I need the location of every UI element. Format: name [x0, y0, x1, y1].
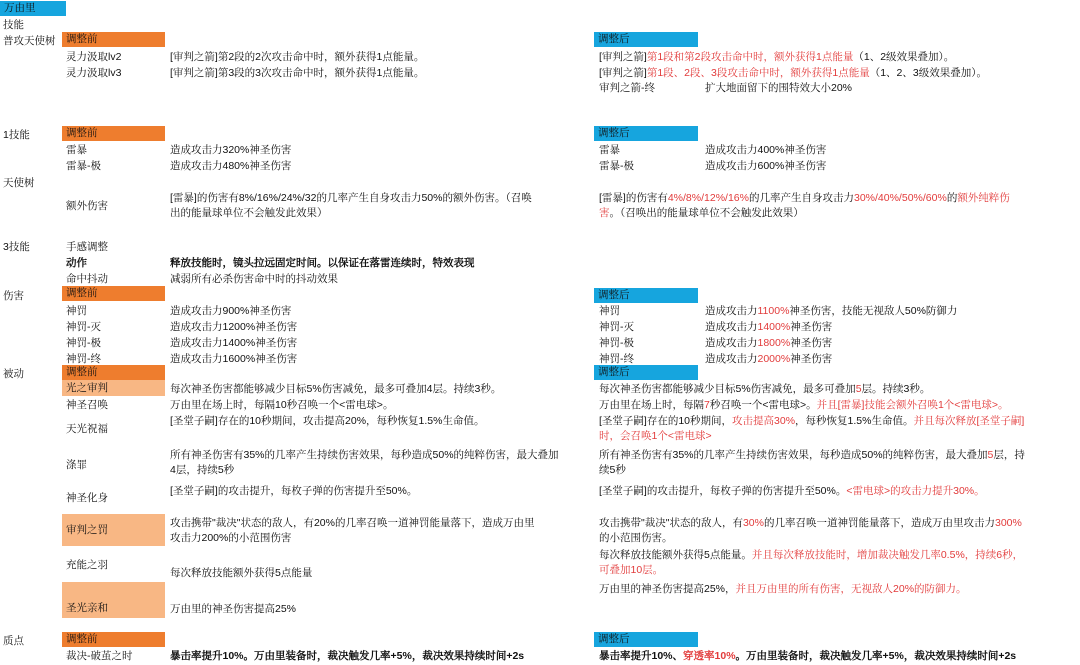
s4-r7-before: 每次释放技能额外获得5点能量	[170, 567, 313, 579]
s3-row2-after-name: 神罚-灭	[599, 321, 634, 333]
s4-r4-before: 所有神圣伤害有35%的几率产生持续伤害效果，每秒造成50%的纯粹伤害，最大叠加4层，持续5秒	[170, 449, 559, 476]
s3-shake: 命中抖动	[66, 273, 108, 285]
s3-row1-before: 造成攻击力900%神圣伤害	[170, 305, 292, 317]
s3-title: 3技能	[3, 241, 30, 253]
s4-r2-name: 神圣召唤	[66, 399, 108, 411]
s4-r1-before: 每次神圣伤害都能够减少目标5%伤害减免，最多可叠加4层。持续3秒。	[170, 383, 502, 395]
s3-row3-after-name: 神罚-极	[599, 337, 634, 349]
s4-r4-name: 涤罪	[66, 459, 87, 471]
s1-before-header: 调整前	[62, 32, 165, 47]
s4-r3-before: [圣堂子嗣]存在的10秒期间，攻击提高20%，每秒恢复1.5%生命值。	[170, 415, 485, 427]
s3-dmg-title: 伤害	[3, 290, 24, 302]
s1-extra-name: 审判之箭-终	[599, 82, 655, 94]
s3-shake-desc: 减弱所有必杀伤害命中时的抖动效果	[170, 273, 338, 285]
s4-r3-after: [圣堂子嗣]存在的10秒期间，攻击提高30%，每秒恢复1.5%生命值。并且每次释放[圣堂子嗣]时，会召唤1个<雷电球>	[599, 415, 1025, 442]
s2-tree-title: 天使树	[3, 177, 35, 189]
s2-row1-name: 雷暴	[66, 144, 87, 156]
s4-r8-before: 万由里的神圣伤害提高25%	[170, 603, 297, 615]
s4-r6-after: 攻击携带"裁决"状态的敌人，有30%的几率召唤一道神罚能量落下，造成万由里攻击力300%的小范围伤害。	[599, 517, 1022, 544]
s2-row1-after: 造成攻击力400%神圣伤害	[705, 144, 827, 156]
s3-row1-after: 造成攻击力1100%神圣伤害，技能无视敌人50%防御力	[705, 305, 958, 317]
s4-r5-after: [圣堂子嗣]的攻击提升，每枚子弹的伤害提升至50%。<雷电球>的攻击力提升30%。	[599, 485, 985, 497]
s3-row4-name: 神罚-终	[66, 353, 101, 365]
s4-r4-after: 所有神圣伤害有35%的几率产生持续伤害效果，每秒造成50%的纯粹伤害，最大叠加5层，持续5秒	[599, 449, 1025, 476]
s4-r2-before: 万由里在场上时，每隔10秒召唤一个<雷电球>。	[170, 399, 394, 411]
s3-row1-after-name: 神罚	[599, 305, 620, 317]
s3-row2-after: 造成攻击力1400%神圣伤害	[705, 321, 833, 333]
s5-name: 裁决-破茧之时	[66, 650, 133, 662]
s4-r6-name: 审判之罚	[62, 514, 165, 546]
s1-row2-after: [审判之箭]第1段、2段、3段攻击命中时，额外获得1点能量（1、2、3级效果叠加）。	[599, 67, 987, 79]
s4-r1-after: 每次神圣伤害都能够减少目标5%伤害减免，最多可叠加5层。持续3秒。	[599, 383, 931, 395]
s1-title: 普攻天使树	[3, 35, 56, 47]
s3-row3-name: 神罚-极	[66, 337, 101, 349]
s2-row1-before: 造成攻击力320%神圣伤害	[170, 144, 292, 156]
s5-before: 暴击率提升10%。万由里装备时，裁决触发几率+5%，裁决效果持续时间+2s	[170, 650, 525, 662]
s4-r8-after: 万由里的神圣伤害提高25%，并且万由里的所有伤害，无视敌人20%的防御力。	[599, 583, 967, 595]
s3-row2-name: 神罚-灭	[66, 321, 101, 333]
s5-after-header: 调整后	[594, 632, 698, 647]
s3-before-header: 调整前	[62, 286, 165, 301]
s1-row1-after: [审判之箭]第1段和第2段攻击命中时，额外获得1点能量（1、2级效果叠加）。	[599, 51, 955, 63]
s1-row1-name: 灵力汲取lv2	[66, 51, 122, 63]
s2-after-header: 调整后	[594, 126, 698, 141]
s2-row1-after-name: 雷暴	[599, 144, 620, 156]
section-skill: 技能	[3, 19, 24, 31]
s4-after-header: 调整后	[594, 365, 698, 380]
s4-r7-after: 每次释放技能额外获得5点能量。并且每次释放技能时，增加裁决触发几率0.5%，持续6秒，可叠加10层。	[599, 549, 1024, 576]
s4-r3-name: 天光祝福	[66, 423, 108, 435]
s3-action: 动作	[66, 257, 87, 269]
s3-row4-after-name: 神罚-终	[599, 353, 634, 365]
s5-after: 暴击率提升10%、穿透率10%。万由里装备时，裁决触发几率+5%，裁决效果持续时间+2s	[599, 650, 1017, 662]
s3-row3-after: 造成攻击力1800%神圣伤害	[705, 337, 833, 349]
s4-r6-before: 攻击携带"裁决"状态的敌人，有20%的几率召唤一道神罚能量落下，造成万由里攻击力200%的小范围伤害	[170, 517, 535, 544]
s4-r1-name: 光之审判	[62, 380, 165, 396]
s2-row2-name: 雷暴-极	[66, 160, 101, 172]
s1-row1-before: [审判之箭]第2段的2次攻击命中时，额外获得1点能量。	[170, 51, 425, 63]
s2-title: 1技能	[3, 129, 30, 141]
s3-action-desc: 释放技能时，镜头拉远固定时间。以保证在落雷连续时，特效表现	[170, 257, 475, 269]
s2-row2-after: 造成攻击力600%神圣伤害	[705, 160, 827, 172]
s4-r5-before: [圣堂子嗣]的攻击提升，每枚子弹的伤害提升至50%。	[170, 485, 418, 497]
s3-row3-before: 造成攻击力1400%神圣伤害	[170, 337, 298, 349]
s5-title: 质点	[3, 635, 24, 647]
s4-r8-name: 圣光亲和	[62, 582, 165, 618]
s3-row4-after: 造成攻击力2000%神圣伤害	[705, 353, 833, 365]
s3-row1-name: 神罚	[66, 305, 87, 317]
s1-row2-name: 灵力汲取lv3	[66, 67, 122, 79]
s3-after-header: 调整后	[594, 288, 698, 303]
hero-name-header: 万由里	[0, 1, 66, 16]
s1-extra-after: 扩大地面留下的围特效大小20%	[705, 82, 853, 94]
s3-feel: 手感调整	[66, 241, 108, 253]
s3-row2-before: 造成攻击力1200%神圣伤害	[170, 321, 298, 333]
s1-after-header: 调整后	[594, 32, 698, 47]
s5-before-header: 调整前	[62, 632, 165, 647]
s4-title: 被动	[3, 368, 24, 380]
s2-tree-after: [雷暴]的伤害有4%/8%/12%/16%的几率产生自身攻击力30%/40%/50%/60%的额外纯粹伤害。（召唤出的能量球单位不会触发此效果）	[599, 192, 1010, 219]
s2-row2-before: 造成攻击力480%神圣伤害	[170, 160, 292, 172]
s4-before-header: 调整前	[62, 365, 165, 380]
s2-before-header: 调整前	[62, 126, 165, 141]
s2-tree-before: [雷暴]的伤害有8%/16%/24%/32的几率产生自身攻击力50%的额外伤害。（召唤出的能量球单位不会触发此效果）	[170, 192, 532, 219]
s1-row2-before: [审判之箭]第3段的3次攻击命中时，额外获得1点能量。	[170, 67, 425, 79]
s3-row4-before: 造成攻击力1600%神圣伤害	[170, 353, 298, 365]
s4-r7-name: 充能之羽	[66, 559, 108, 571]
s4-r2-after: 万由里在场上时，每隔7秒召唤一个<雷电球>。并且[雷暴]技能会额外召唤1个<雷电球>。	[599, 399, 1009, 411]
s2-tree-name: 额外伤害	[66, 200, 108, 212]
s2-row2-after-name: 雷暴-极	[599, 160, 634, 172]
s4-r5-name: 神圣化身	[66, 492, 108, 504]
